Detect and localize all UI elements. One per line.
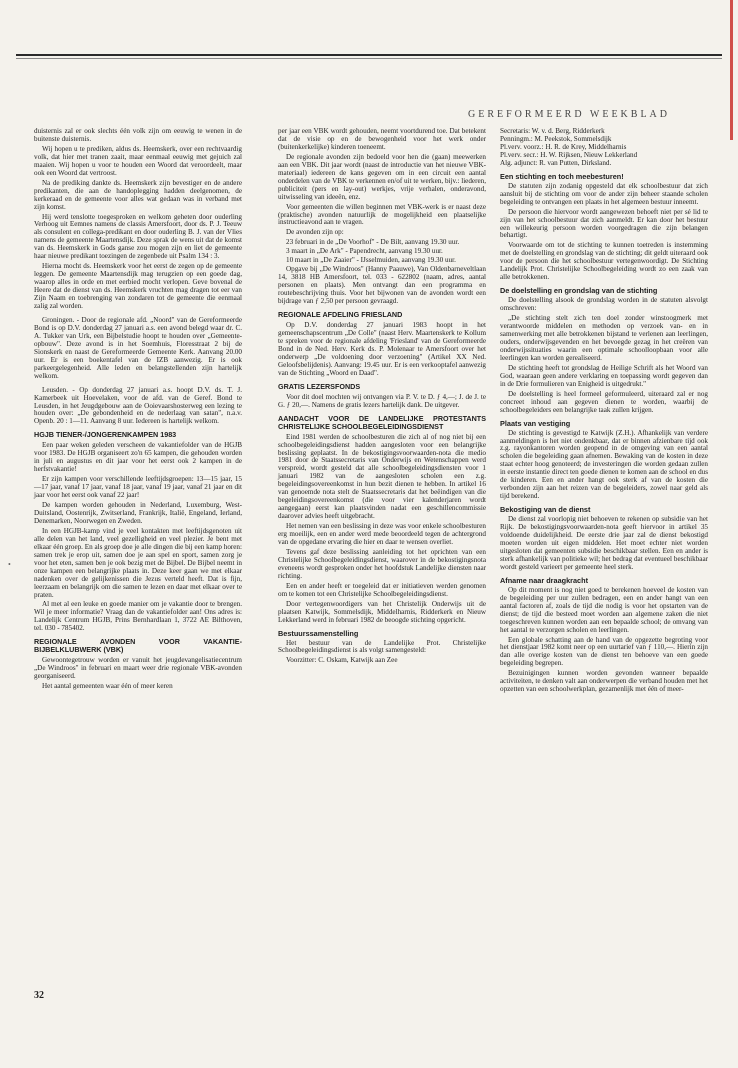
paragraph: Het aantal gemeenten waar één of meer keren (42, 682, 173, 691)
paragraph: Eind 1981 werden de schoolbesturen die zich al of nog niet bij een schoolbegeleidingsdienst hadden aangesloten voor een belangrijke beslissing geplaatst. In de bekostigingsvoorwaarden-nota die medio 1981 door de Staatssecretaris van Onderwijs en Wetenschappen werd verspreid, wordt gesteld dat alle schoolbegeleidingsdiensten voor 1 januari 1982 van de aangesloten scholen een z.g. begeleidingsovereenkomst in hun bezit dienen te hebben. In artikel 16 van genoemde nota stelt de Staatssecretaris dat het beëindigen van die begeleidingsovereenkomst (die voor vier kalenderjaren wordt aangegaan) eerst kan plaatsvinden nadat een geschillencommissie daarover advies heeft uitgebracht. (278, 432, 486, 521)
date-item: 3 maart in „De Ark" - Papendrecht, aanvang 19.30 uur. (286, 247, 443, 256)
subheading: Bekostiging van de dienst (500, 505, 591, 515)
paragraph: Het bestuur van de Landelijke Prot. Christelijke Schoolbegeleidingsdienst is als volgt samengesteld: (278, 638, 486, 655)
paragraph: Wij hopen u te prediken, aldus ds. Heemskerk, over een rechtvaardig volk, dat hier met tranen zaait, maar eenmaal eeuwig met gejuich zal maaien. Wij hopen u voor te houden een Woord dat veroordeelt, maar ook een Woord dat vertroost. (34, 144, 242, 177)
section-heading: AANDACHT VOOR DE LANDELIJKE PROTESTANTS CHRISTELIJKE SCHOOLBEGELEIDINGSDIENST (278, 413, 486, 431)
paragraph: Voor gemeenten die willen beginnen met VBK-werk is er naast deze (praktische) avonden natuurlijk de mogelijkheid een plaatselijke instructieavond aan te vragen. (278, 202, 486, 227)
paragraph: „De stichting stelt zich ten doel zonder winstoogmerk met verantwoorde middelen en methoden op verzoek van- en in samenwerking met alle betrokkenen bijstand te verlenen aan leerlingen, ouders, onderwijsgevenden en het bevoegde gezag in het creëren van onderwijssituaties waarin een optimale schoolloopbaan voor alle leerlingen kan worden gerealiseerd. (500, 314, 708, 362)
paragraph: Voor dit doel mochten wij ontvangen via P. V. te D. ƒ 4,—; J. de J. te G. ƒ 20,—. Namens de gratis lezers hartelijk dank. De uitgever. (278, 392, 486, 409)
subheading: Een stichting en toch meebesturen! (500, 171, 624, 181)
board-member: Secretaris: W. v. d. Berg, Ridderkerk (500, 127, 605, 135)
column-2 (278, 128, 486, 988)
paragraph: In een HGJB-kamp vind je veel kontakten met leeftijdsgenoten uit alle delen van het land, veel gezelligheid en veel plezier. Je bent met elkaar één groep. En als groep doe je alle dingen die bij een kamp horen: samen trek je erop uit, samen doe je aan spel en sport, samen zorg je voor het eten, samen ben je ook bezig met de Bijbel. De Bijbel neemt in onze kampen een belangrijke plaats in. Deze keer gaan we met elkaar nadenken over de gelijkenissen die Jezus verteld heeft. Dat is fijn, leerzaam en belangrijk om die samen te lezen en daar met elkaar over te praten. (34, 526, 242, 599)
paragraph: Een globale schatting aan de hand van de opgezette begroting voor het dienstjaar 1982 komt neer op een uurtarief van ƒ 110,—. Hierin zijn dan alle overige kosten van de dienst ten behoeve van een goede begeleiding begrepen. (500, 635, 708, 668)
subheading: Plaats van vestiging (500, 418, 571, 428)
subheading: Bestuurssamenstelling (278, 628, 359, 638)
paragraph: Door vertegenwoordigers van het Christelijk Onderwijs uit de plaatsen Katwijk, Sommelsdijk, Middelharnis, Ridderkerk en Nieuw Lekkerland werd in februari 1982 de beoogde stichting opgericht. (278, 599, 486, 624)
paragraph: Er zijn kampen voor verschillende leeftijdsgroepen: 13—15 jaar, 15—17 jaar, vanaf 17 jaar, vanaf 18 jaar, vanaf 19 jaar, vanaf 21 jaar en dit jaar voor het eerst ook vanaf 22 jaar! (34, 475, 242, 500)
paragraph: Op D.V. donderdag 27 januari 1983 hoopt in het gemeenschapscentrum „De Colle" (naast Herv. Maartenskerk te Kollum te spreken voor de regionale afdeling 'Friesland' van de Gereformeerde Bond in de Ned. Herv. Kerk ds. P. Molenaar te Amersfoort over het onderwerp „De voldoening door verzoening" (Artikel XX Ned. Geloofsbelijdenis). Aanvang: 19.45 uur. Er is een verkooptafel aanwezig van de Stichting „Woord en Daad". (278, 321, 486, 377)
paragraph: De statuten zijn zodanig opgesteld dat elk schoolbestuur dat zich aansluit bij de stichting om voor de ander zijn beheer staande scholen begeleiding te ontvangen een plaats in het algemeen bestuur inneemt. (500, 181, 708, 206)
edge-mark (730, 0, 733, 140)
paragraph: Het nemen van een beslissing in deze was voor enkele schoolbesturen erg moeilijk, een en ander werd mede beoordeeld tegen de achtergrond van de opgedane ervaring die hier en daar te wensen overliet. (278, 522, 486, 546)
paragraph: Hierna mocht ds. Heemskerk voor het eerst de zegen op de gemeente leggen. De gemeente Maartensdijk mag terugzien op een goede dag, waarop alles in orde en met eerbied mocht verlopen. Geve bovenal de Heere dat de dienst van ds. Heemskerk vruchten mag dragen tot eer van Zijn Naam en toebrenging van zondaren tot de gemeente die eenmaal zalig zal worden. (34, 262, 242, 311)
section-heading: REGIONALE AVONDEN VOOR VAKANTIE-BIJBELKLUBWERK (VBK) (34, 637, 242, 655)
section-heading: HGJB TIENER-/JONGERENKAMPEN 1983 (34, 430, 177, 440)
paragraph: Na de prediking dankte ds. Heemskerk zijn bevestiger en de andere predikanten, die aan de handoplegging hadden deelgenomen, de kerkeraad en de gemeente voor alles wat gedaan was in verband met zijn komst. (34, 178, 242, 211)
paragraph: Een en ander heeft er toegeleid dat er initiatieven werden genomen om te komen tot een Christelijke Schoolbegeleidingsdienst. (278, 581, 486, 598)
section-heading: REGIONALE AFDELING FRIESLAND (278, 310, 403, 320)
paragraph: De stichting heeft tot grondslag de Heilige Schrift als het Woord van God, waaraan geen andere verklaring en toepassing wordt gegeven dan in de Drie formulieren van Enigheid is uitgedrukt." (500, 363, 708, 388)
paragraph: Voorzitter: C. Oskam, Katwijk aan Zee (286, 656, 398, 665)
date-item: 10 maart in „De Zaaier" - IJsselmuiden, aanvang 19.30 uur. (286, 256, 456, 265)
subheading: De doelstelling en grondslag van de stichting (500, 286, 658, 296)
paragraph: Een paar weken geleden verscheen de vakantiefolder van de HGJB voor 1983. De HGJB organiseert zo'n 65 kampen, die gehouden worden in juli en augustus en dit jaar voor het eerst ook 2 kampen in de herfstvakantie! (34, 441, 242, 474)
paragraph: De persoon die hiervoor wordt aangewezen behoeft niet per sé lid te zijn van het schoolbestuur dat zich aanmeldt. Er kan door het bestuur een willekeurig persoon worden voorgedragen die zijn belangen behartigt. (500, 207, 708, 240)
subheading: Afname naar draagkracht (500, 575, 589, 585)
paragraph: Op dit moment is nog niet goed te berekenen hoeveel de kosten van de begeleiding per uur zullen bedragen, een en ander hangt van een aantal factoren af, zoals de tijd die nodig is voor het opstarten van de dienst; de tijd die besteed moet worden aan algemene zaken die niet toegeschreven kunnen worden aan een bepaalde school; de omvang van het aantal te verzorgen scholen en leerlingen. (500, 585, 708, 634)
paragraph: De kampen worden gehouden in Nederland, Luxemburg, West-Duitsland, Oostenrijk, Zwitserland, Frankrijk, Italië, Engeland, Ierland, Denemarken, Noorwegen en Zweden. (34, 501, 242, 525)
paragraph: Leusden. - Op donderdag 27 januari a.s. hoopt D.V. ds. T. J. Kamerbeek uit Hoevelaken, voor de afd. van de Geref. Bond te Leusden, in het Jeugdgebouw aan de Ooievaarshosterweg een lezing te houden over: „De gebondenheid en de nederlaag van satan", n.a.v. Openb. 20 : 1—11. Aanvang 8 uur. Iedereen is hartelijk welkom. (34, 385, 242, 426)
paragraph: De avonden zijn op: (286, 228, 344, 237)
column-1 (34, 128, 242, 988)
board-member: Pl.verv. voorz.: H. R. de Krey, Middelharnis (500, 142, 627, 151)
column-3 (500, 128, 708, 988)
paragraph: Opgave bij „De Windroos" (Hanny Paauwe), Van Oldenbarneveltlaan 14, 3818 HB Amersfoort, tel. 033 - 622802 (naam, adres, aantal personen en plaats). Men ontvangt dan een programma en routebeschrijving thuis. Voor het bijwonen van de avonden wordt een bijdrage van ƒ 2,50 per persoon gevraagd. (278, 265, 486, 306)
board-member: Pl.verv. secr.: H. W. Rijksen, Nieuw Lekkerland (500, 150, 638, 159)
top-rule (16, 54, 722, 56)
paragraph: Al met al een leuke en goede manier om je vakantie door te brengen. Wil je meer informatie? Vraag dan de vakantiefolder aan! Ons adres is: Landelijk Centrum HGJB, Prins Bernhardlaan 1, 3722 AE Bilthoven, tel. 030 - 785402. (34, 600, 242, 633)
paragraph: De doelstelling alsook de grondslag worden in de statuten alsvolgt omschreven: (500, 296, 708, 313)
paragraph: per jaar een VBK wordt gehouden, neemt voortdurend toe. Dat betekent dat de visie op en de bewogenheid voor het werk onder (buitenkerkelijke) kinderen toeneemt. (278, 127, 486, 151)
paragraph: Gewoontegetrouw worden er vanuit het jeugdevangelisatiecentrum „De Windroos" in februari en maart weer drie regionale VBK-avonden georganiseerd. (34, 656, 242, 681)
top-rule-thin (16, 58, 722, 59)
paragraph: Bezuinigingen kunnen worden gevonden wanneer bepaalde activiteiten, te denken valt aan onderwerpen die verband houden met het opzetten van een schoolwerkplan, gezamenlijk met één of meer- (500, 669, 708, 694)
margin-mark: • (8, 560, 11, 569)
paragraph: De stichting is gevestigd te Katwijk (Z.H.). Afhankelijk van verdere aanmeldingen is het niet ondenkbaar, dat er binnen afzienbare tijd ook z.g. rayonkantoren worden geopend in de omgeving van een aantal scholen die begeleiding gaan afnemen. Bewaking van de kosten in deze staat echter hoog genoteerd; de investeringen die worden gedaan zullen in eerste instantie direct ten goede dienen te komen aan de school en dus de kinderen. Een en ander hangt ook sterk af van de kosten die verbonden zijn aan het reizen van de begeleiders, zowel naar geld als tijd berekend. (500, 428, 708, 501)
paragraph: De doelstelling is heel formeel geformuleerd, uiteraard zal er nog concreet inhoud aan gegeven dienen te worden, waarbij de schoolbegeleiders een belangrijke taak zullen krijgen. (500, 389, 708, 414)
paragraph: duisternis zal er ook slechts één volk zijn om eeuwig te wenen in de buitenste duisternis. (34, 127, 242, 143)
board-member: Alg. adjunct: R. van Putten, Dirksland. (500, 158, 612, 167)
board-member: Penningm.: M. Peekstok, Sommelsdijk (500, 134, 612, 143)
paragraph: Tevens gaf deze beslissing aanleiding tot het oprichten van een Christelijke Schoolbegeleidingsdienst, waarover in de bekostigingsnota eveneens wordt gesproken onder het hoofdstuk Landelijke diensten naar richting. (278, 547, 486, 580)
paragraph: De regionale avonden zijn bedoeld voor hen die (gaan) meewerken aan een VBK. Dit jaar wordt (naast de introductie van het nieuwe VBK-materiaal) iedereen de kans gegeven om in een circuit een aantal onderdelen van de VBK te verkennen en/of uit te werken, bijv.: liederen, publiciteit (pers en lay-out) werkjes, vrije verhalen, onderavond, uitwisseling van ideeën, enz. (278, 152, 486, 201)
running-header: GEREFORMEERD WEEKBLAD (468, 109, 670, 120)
paragraph: De dienst zal voorlopig niet behoeven te rekenen op subsidie van het Rijk. De bekostigingsvoorwaarden-nota geeft hiervoor in artikel 35 voldoende duidelijkheid. De eerste drie jaar zal de dienst bekostigd moeten worden uit eigen middelen. Het moet echter niet worden uitgesloten dat gemeenten subsidie beschikbaar stellen. Een en ander is sterk afhankelijk van politieke wil; het bedrag dat eventueel beschikbaar wordt gesteld varieert per gemeente heel sterk. (500, 515, 708, 571)
paragraph: Voorwaarde om tot de stichting te kunnen toetreden is instemming met de doelstelling en grondslag van de stichting; dit geldt uiteraard ook voor de persoon die het schoolbestuur vertegenwoordigt. De Stichting Landelijk Prot. Christelijke Schoolbegeleiding wordt zo een zaak van alle betrokkenen. (500, 241, 708, 282)
date-item: 23 februari in de „De Voorhof" - De Bilt, aanvang 19.30 uur. (286, 238, 460, 247)
paragraph: Groningen. - Door de regionale afd. „Noord" van de Gereformeerde Bond is op D.V. donderdag 27 januari a.s. een avond belegd waar dr. C. A. Tukker van Urk, een Bijbelstudie hoopt te houden over „Gemeente-opbouw". Deze avond is in het Soemhuis, Floresstraat 2 bij de Sionskerk en naast de Gereformeerde Gemeente Kerk. Aanvang 20.00 uur. Er is een boekentafel van de IZB aanwezig. Er is ook parkeergelegenheid. Alle leden en belangstellenden zijn hartelijk welkom. (34, 315, 242, 380)
paragraph: Hij werd tenslotte toegesproken en welkom geheten door ouderling Verhoog uit Eemnes namens de classis Amersfoort, door ds. P. J. Teeuw als consulent en collega-predikant en door ouderling B. J. van der Vlies namens de gemeente Maartensdijk. Deze sprak de wens uit dat de komst van ds. Heemskerk in Gods ganse zou mogen zijn en liet de gemeente haar nieuwe predikant toezingen de zegenbede uit Psalm 134 : 3. (34, 212, 242, 261)
section-heading: GRATIS LEZERSFONDS (278, 381, 361, 391)
page-number: 32 (34, 990, 44, 1001)
